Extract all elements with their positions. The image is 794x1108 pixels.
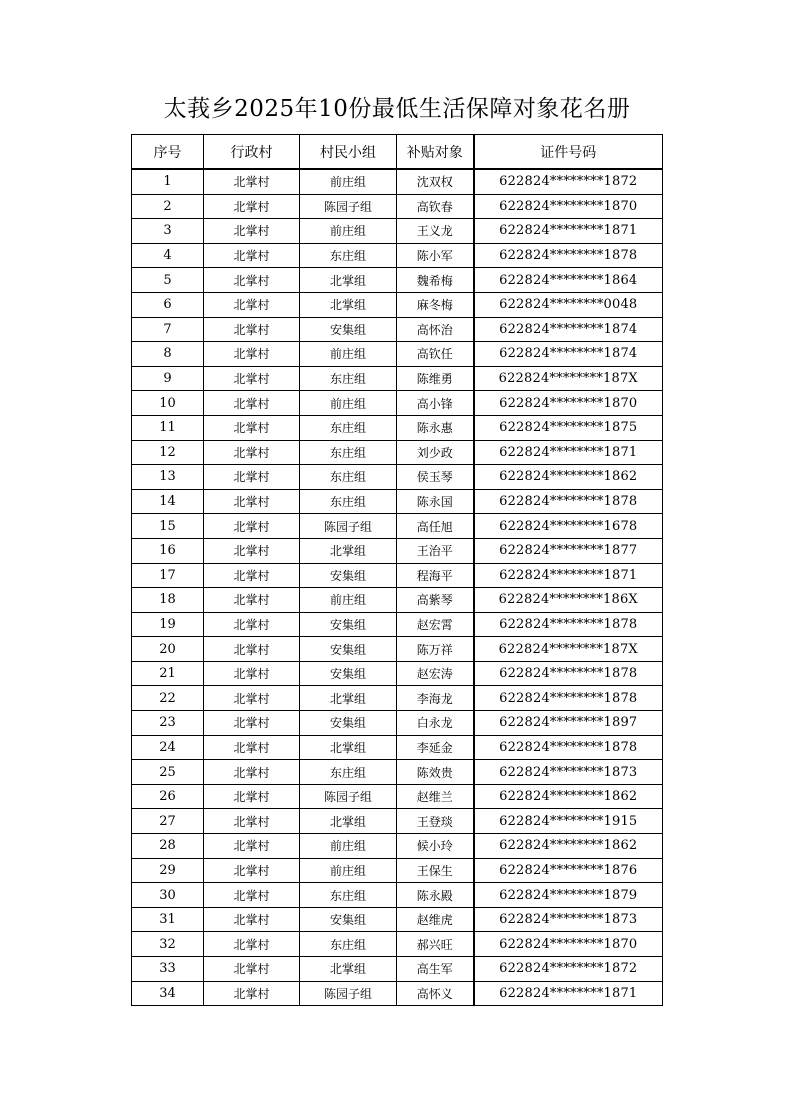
cell-id-number: 622824********1878 [474, 489, 663, 514]
table-row [132, 661, 663, 686]
cell-id-number: 622824********1870 [474, 391, 663, 416]
cell-group: 前庄组 [300, 169, 397, 194]
cell-recipient: 郝兴旺 [397, 932, 474, 957]
cell-village: 北掌村 [204, 735, 300, 760]
cell-recipient: 程海平 [397, 563, 474, 588]
table-row [132, 514, 663, 539]
cell-recipient: 赵维兰 [397, 784, 474, 809]
cell-group: 前庄组 [300, 588, 397, 613]
table-row [132, 711, 663, 736]
cell-village: 北掌村 [204, 809, 300, 834]
cell-group: 安集组 [300, 612, 397, 637]
cell-recipient: 高钦任 [397, 342, 474, 367]
cell-id-number: 622824********1864 [474, 268, 663, 293]
cell-group: 前庄组 [300, 219, 397, 244]
cell-village: 北掌村 [204, 784, 300, 809]
cell-recipient: 候小玲 [397, 834, 474, 859]
cell-group: 前庄组 [300, 391, 397, 416]
cell-recipient: 陈永国 [397, 489, 474, 514]
cell-group: 北掌组 [300, 686, 397, 711]
table-row [132, 538, 663, 563]
cell-seq: 23 [132, 711, 204, 736]
cell-group: 北掌组 [300, 538, 397, 563]
cell-group: 陈园子组 [300, 514, 397, 539]
cell-recipient: 魏希梅 [397, 268, 474, 293]
cell-recipient: 麻冬梅 [397, 292, 474, 317]
header-village: 行政村 [204, 135, 300, 170]
cell-seq: 16 [132, 538, 204, 563]
header-seq: 序号 [132, 135, 204, 170]
header-recipient: 补贴对象 [397, 135, 474, 170]
table-header [132, 135, 663, 170]
cell-group: 北掌组 [300, 809, 397, 834]
table-row [132, 957, 663, 982]
header-group: 村民小组 [300, 135, 397, 170]
cell-id-number: 622824********1897 [474, 711, 663, 736]
cell-group: 安集组 [300, 907, 397, 932]
cell-group: 东庄组 [300, 440, 397, 465]
cell-seq: 14 [132, 489, 204, 514]
table-row [132, 563, 663, 588]
cell-seq: 33 [132, 957, 204, 982]
cell-recipient: 高怀治 [397, 317, 474, 342]
cell-id-number: 622824********1872 [474, 957, 663, 982]
table-row [132, 612, 663, 637]
cell-group: 北掌组 [300, 268, 397, 293]
cell-group: 北掌组 [300, 292, 397, 317]
cell-id-number: 622824********1878 [474, 735, 663, 760]
cell-village: 北掌村 [204, 391, 300, 416]
cell-id-number: 622824********1871 [474, 219, 663, 244]
table-row [132, 292, 663, 317]
table-row [132, 760, 663, 785]
table-row [132, 489, 663, 514]
cell-seq: 4 [132, 243, 204, 268]
table-row [132, 219, 663, 244]
cell-recipient: 王义龙 [397, 219, 474, 244]
cell-seq: 3 [132, 219, 204, 244]
cell-village: 北掌村 [204, 711, 300, 736]
cell-id-number: 622824********1878 [474, 243, 663, 268]
cell-village: 北掌村 [204, 637, 300, 662]
table-row [132, 194, 663, 219]
table-row [132, 243, 663, 268]
cell-village: 北掌村 [204, 366, 300, 391]
table-row [132, 588, 663, 613]
table-row [132, 858, 663, 883]
cell-seq: 20 [132, 637, 204, 662]
cell-village: 北掌村 [204, 219, 300, 244]
cell-village: 北掌村 [204, 169, 300, 194]
cell-id-number: 622824********1870 [474, 932, 663, 957]
cell-recipient: 侯玉琴 [397, 465, 474, 490]
roster-table [131, 134, 663, 1006]
cell-village: 北掌村 [204, 317, 300, 342]
cell-group: 前庄组 [300, 858, 397, 883]
cell-seq: 13 [132, 465, 204, 490]
table-row [132, 465, 663, 490]
cell-village: 北掌村 [204, 514, 300, 539]
cell-village: 北掌村 [204, 907, 300, 932]
cell-seq: 8 [132, 342, 204, 367]
cell-seq: 6 [132, 292, 204, 317]
cell-village: 北掌村 [204, 243, 300, 268]
cell-id-number: 622824********1678 [474, 514, 663, 539]
cell-village: 北掌村 [204, 563, 300, 588]
cell-seq: 1 [132, 169, 204, 194]
cell-seq: 29 [132, 858, 204, 883]
cell-recipient: 王登琰 [397, 809, 474, 834]
cell-group: 东庄组 [300, 366, 397, 391]
cell-id-number: 622824********1879 [474, 883, 663, 908]
cell-id-number: 622824********1862 [474, 465, 663, 490]
cell-recipient: 高小锋 [397, 391, 474, 416]
table-row [132, 809, 663, 834]
cell-group: 东庄组 [300, 883, 397, 908]
cell-village: 北掌村 [204, 957, 300, 982]
cell-village: 北掌村 [204, 194, 300, 219]
cell-village: 北掌村 [204, 981, 300, 1006]
cell-group: 东庄组 [300, 489, 397, 514]
table-row [132, 686, 663, 711]
table-row [132, 883, 663, 908]
cell-seq: 34 [132, 981, 204, 1006]
cell-recipient: 陈万祥 [397, 637, 474, 662]
cell-village: 北掌村 [204, 489, 300, 514]
cell-seq: 18 [132, 588, 204, 613]
cell-group: 东庄组 [300, 415, 397, 440]
cell-group: 安集组 [300, 637, 397, 662]
cell-id-number: 622824********1870 [474, 194, 663, 219]
cell-recipient: 高生军 [397, 957, 474, 982]
cell-recipient: 陈效贵 [397, 760, 474, 785]
cell-id-number: 622824********1871 [474, 981, 663, 1006]
cell-recipient: 白永龙 [397, 711, 474, 736]
cell-seq: 15 [132, 514, 204, 539]
cell-id-number: 622824********1862 [474, 834, 663, 859]
cell-group: 安集组 [300, 317, 397, 342]
table-row [132, 169, 663, 194]
cell-village: 北掌村 [204, 465, 300, 490]
cell-id-number: 622824********1875 [474, 415, 663, 440]
table-row [132, 637, 663, 662]
table-row [132, 268, 663, 293]
cell-seq: 31 [132, 907, 204, 932]
cell-group: 北掌组 [300, 735, 397, 760]
table-row [132, 834, 663, 859]
cell-group: 东庄组 [300, 932, 397, 957]
cell-recipient: 陈小军 [397, 243, 474, 268]
cell-id-number: 622824********1871 [474, 440, 663, 465]
table-row [132, 415, 663, 440]
document-title: 太莪乡2025年10份最低生活保障对象花名册 [163, 96, 631, 122]
header-row [132, 135, 663, 170]
cell-seq: 9 [132, 366, 204, 391]
cell-seq: 19 [132, 612, 204, 637]
cell-seq: 11 [132, 415, 204, 440]
cell-recipient: 王治平 [397, 538, 474, 563]
cell-village: 北掌村 [204, 342, 300, 367]
cell-group: 陈园子组 [300, 981, 397, 1006]
cell-seq: 26 [132, 784, 204, 809]
cell-recipient: 赵宏涛 [397, 661, 474, 686]
cell-recipient: 高怀义 [397, 981, 474, 1006]
cell-recipient: 王保生 [397, 858, 474, 883]
cell-village: 北掌村 [204, 588, 300, 613]
cell-recipient: 沈双权 [397, 169, 474, 194]
cell-village: 北掌村 [204, 612, 300, 637]
table-row [132, 317, 663, 342]
cell-village: 北掌村 [204, 292, 300, 317]
cell-id-number: 622824********1874 [474, 317, 663, 342]
table-body [132, 169, 663, 1006]
cell-seq: 10 [132, 391, 204, 416]
cell-village: 北掌村 [204, 686, 300, 711]
table-row [132, 981, 663, 1006]
cell-id-number: 622824********1915 [474, 809, 663, 834]
cell-id-number: 622824********1874 [474, 342, 663, 367]
cell-village: 北掌村 [204, 858, 300, 883]
header-id-number: 证件号码 [474, 135, 663, 170]
table-row [132, 735, 663, 760]
cell-id-number: 622824********1878 [474, 612, 663, 637]
cell-seq: 2 [132, 194, 204, 219]
cell-village: 北掌村 [204, 883, 300, 908]
cell-village: 北掌村 [204, 834, 300, 859]
cell-seq: 7 [132, 317, 204, 342]
cell-seq: 21 [132, 661, 204, 686]
cell-recipient: 刘少政 [397, 440, 474, 465]
cell-recipient: 陈永惠 [397, 415, 474, 440]
cell-village: 北掌村 [204, 440, 300, 465]
cell-group: 东庄组 [300, 243, 397, 268]
cell-recipient: 高任旭 [397, 514, 474, 539]
cell-id-number: 622824********1878 [474, 686, 663, 711]
table-row [132, 907, 663, 932]
cell-recipient: 陈维勇 [397, 366, 474, 391]
table-row [132, 342, 663, 367]
cell-seq: 30 [132, 883, 204, 908]
cell-group: 安集组 [300, 661, 397, 686]
cell-recipient: 陈永殿 [397, 883, 474, 908]
cell-id-number: 622824********0048 [474, 292, 663, 317]
cell-seq: 17 [132, 563, 204, 588]
cell-seq: 24 [132, 735, 204, 760]
table-row [132, 784, 663, 809]
cell-group: 东庄组 [300, 760, 397, 785]
cell-id-number: 622824********187X [474, 366, 663, 391]
cell-seq: 5 [132, 268, 204, 293]
cell-recipient: 高钦春 [397, 194, 474, 219]
table-row [132, 366, 663, 391]
cell-id-number: 622824********186X [474, 588, 663, 613]
cell-village: 北掌村 [204, 538, 300, 563]
table-row [132, 932, 663, 957]
cell-seq: 27 [132, 809, 204, 834]
cell-recipient: 李海龙 [397, 686, 474, 711]
table-row [132, 391, 663, 416]
cell-seq: 32 [132, 932, 204, 957]
cell-id-number: 622824********1862 [474, 784, 663, 809]
cell-seq: 22 [132, 686, 204, 711]
cell-village: 北掌村 [204, 415, 300, 440]
cell-village: 北掌村 [204, 268, 300, 293]
cell-village: 北掌村 [204, 661, 300, 686]
cell-recipient: 李延金 [397, 735, 474, 760]
cell-group: 陈园子组 [300, 194, 397, 219]
cell-village: 北掌村 [204, 760, 300, 785]
table-row [132, 440, 663, 465]
cell-recipient: 赵维虎 [397, 907, 474, 932]
cell-id-number: 622824********1877 [474, 538, 663, 563]
cell-id-number: 622824********1871 [474, 563, 663, 588]
cell-seq: 12 [132, 440, 204, 465]
cell-group: 前庄组 [300, 834, 397, 859]
cell-id-number: 622824********1873 [474, 907, 663, 932]
cell-seq: 25 [132, 760, 204, 785]
cell-id-number: 622824********1872 [474, 169, 663, 194]
cell-id-number: 622824********1876 [474, 858, 663, 883]
cell-recipient: 赵宏霄 [397, 612, 474, 637]
cell-id-number: 622824********187X [474, 637, 663, 662]
cell-id-number: 622824********1873 [474, 760, 663, 785]
cell-group: 东庄组 [300, 465, 397, 490]
cell-group: 陈园子组 [300, 784, 397, 809]
cell-recipient: 高紫琴 [397, 588, 474, 613]
cell-group: 前庄组 [300, 342, 397, 367]
cell-seq: 28 [132, 834, 204, 859]
cell-id-number: 622824********1878 [474, 661, 663, 686]
cell-group: 北掌组 [300, 957, 397, 982]
cell-group: 安集组 [300, 563, 397, 588]
cell-group: 安集组 [300, 711, 397, 736]
cell-village: 北掌村 [204, 932, 300, 957]
